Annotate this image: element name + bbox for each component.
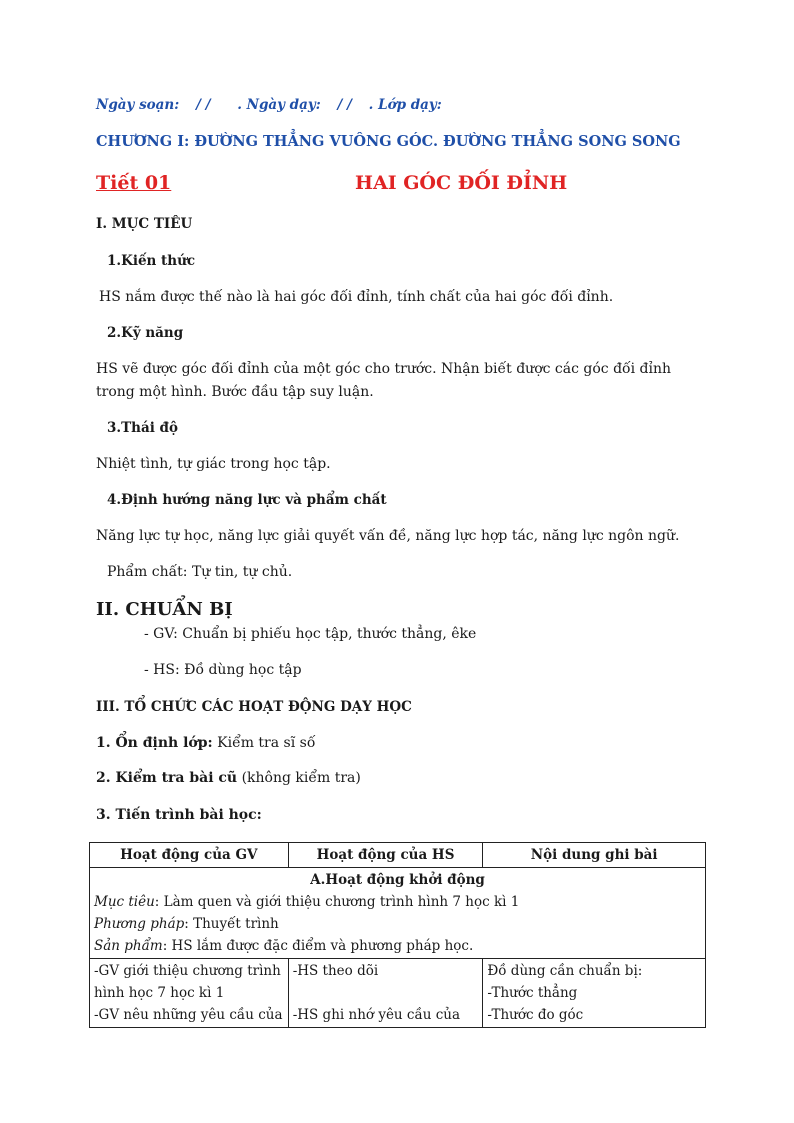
attitude-title: 3.Thái độ [107, 420, 178, 436]
table-row [90, 959, 706, 1028]
student-activity-cell [288, 959, 483, 1028]
cell-line: -GV giới thiệu chương trình [94, 963, 281, 979]
lesson-title: HAI GÓC ĐỐI ĐỈNH [355, 172, 568, 194]
date-slash: / / [337, 97, 352, 113]
objective-label: Mục tiêu [94, 894, 155, 910]
cell-line: hình học 7 học kì 1 [94, 985, 225, 1001]
competency-text: Năng lực tự học, năng lực giải quyết vấn đề, năng lực hợp tác, năng lực ngôn ngữ. [96, 528, 680, 544]
method-line [94, 913, 701, 935]
cell-line: -HS ghi nhớ yêu cầu của [292, 1007, 461, 1023]
ngay-day-label: . Ngày dạy: [237, 97, 321, 113]
item-label: 2. Kiểm tra bài cũ [96, 770, 238, 786]
skills-text: HS vẽ được góc đối đỉnh của một góc cho trước. Nhận biết được các góc đối đỉnh trong một hình. Bước đầu tập suy luận. [96, 361, 672, 400]
section-objectives-heading: I. MỤC TIÊU [96, 216, 193, 232]
teacher-activity-cell [90, 959, 289, 1028]
lop-day-label: . Lớp dạy: [368, 97, 442, 113]
qualities-text: Phẩm chất: Tự tin, tự chủ. [107, 564, 293, 580]
attitude-text: Nhiệt tình, tự giác trong học tập. [96, 456, 331, 472]
objective-line [94, 891, 701, 913]
cell-line: -GV nêu những yêu cầu của [94, 1007, 283, 1023]
teacher-prep: - GV: Chuẩn bị phiếu học tập, thước thẳng, êke [144, 626, 477, 642]
student-prep: - HS: Đồ dùng học tập [144, 662, 302, 678]
cell-spacer [293, 982, 479, 1004]
cell-line: -Thước thẳng [487, 985, 578, 1001]
item-old-lesson-check [96, 770, 361, 786]
item-label: 1. Ổn định lớp: [96, 735, 213, 751]
header-student-activity: Hoạt động của HS [288, 843, 483, 868]
product-line [94, 935, 701, 957]
lesson-content-cell [483, 959, 706, 1028]
lesson-number: Tiết 01 [96, 172, 172, 194]
section-preparation-heading: II. CHUẨN BỊ [96, 599, 233, 620]
method-text: : Thuyết trình [184, 916, 279, 932]
item-lesson-progress [96, 807, 262, 823]
item-class-stabilize [96, 735, 315, 751]
date-slash: / / [195, 97, 211, 113]
section-activities-heading: III. TỔ CHỨC CÁC HOẠT ĐỘNG DẠY HỌC [96, 699, 412, 715]
competency-title: 4.Định hướng năng lực và phẩm chất [107, 492, 387, 508]
section-title: A.Hoạt động khởi động [310, 872, 485, 888]
item-label: 3. Tiến trình bài học: [96, 807, 262, 823]
header-lesson-content: Nội dung ghi bài [483, 843, 706, 868]
product-label: Sản phẩm [94, 938, 163, 954]
knowledge-title: 1.Kiến thức [107, 253, 196, 269]
date-line [96, 97, 442, 113]
section-cell [90, 868, 706, 959]
cell-line: Đồ dùng cần chuẩn bị: [487, 963, 643, 979]
cell-line: -HS theo dõi [292, 963, 379, 979]
skills-title: 2.Kỹ năng [107, 325, 184, 341]
product-text: : HS lắm được đặc điểm và phương pháp học. [162, 938, 474, 954]
lesson-plan-table [89, 842, 706, 1028]
method-label: Phương pháp [94, 916, 185, 932]
item-text: (không kiểm tra) [237, 770, 361, 786]
objective-text: : Làm quen và giới thiệu chương trình hình 7 học kì 1 [154, 894, 520, 910]
table-row [90, 868, 706, 959]
cell-line: -Thước đo góc [487, 1007, 584, 1023]
item-text: Kiểm tra sĩ số [212, 735, 316, 751]
knowledge-text: HS nắm được thế nào là hai góc đối đỉnh, tính chất của hai góc đối đỉnh. [99, 289, 614, 305]
ngay-soan-label: Ngày soạn: [96, 97, 180, 113]
table-header-row [90, 843, 706, 868]
header-teacher-activity: Hoạt động của GV [90, 843, 289, 868]
chapter-title: CHƯƠNG I: ĐƯỜNG THẲNG VUÔNG GÓC. ĐƯỜNG THẲNG SONG SONG [96, 133, 681, 150]
